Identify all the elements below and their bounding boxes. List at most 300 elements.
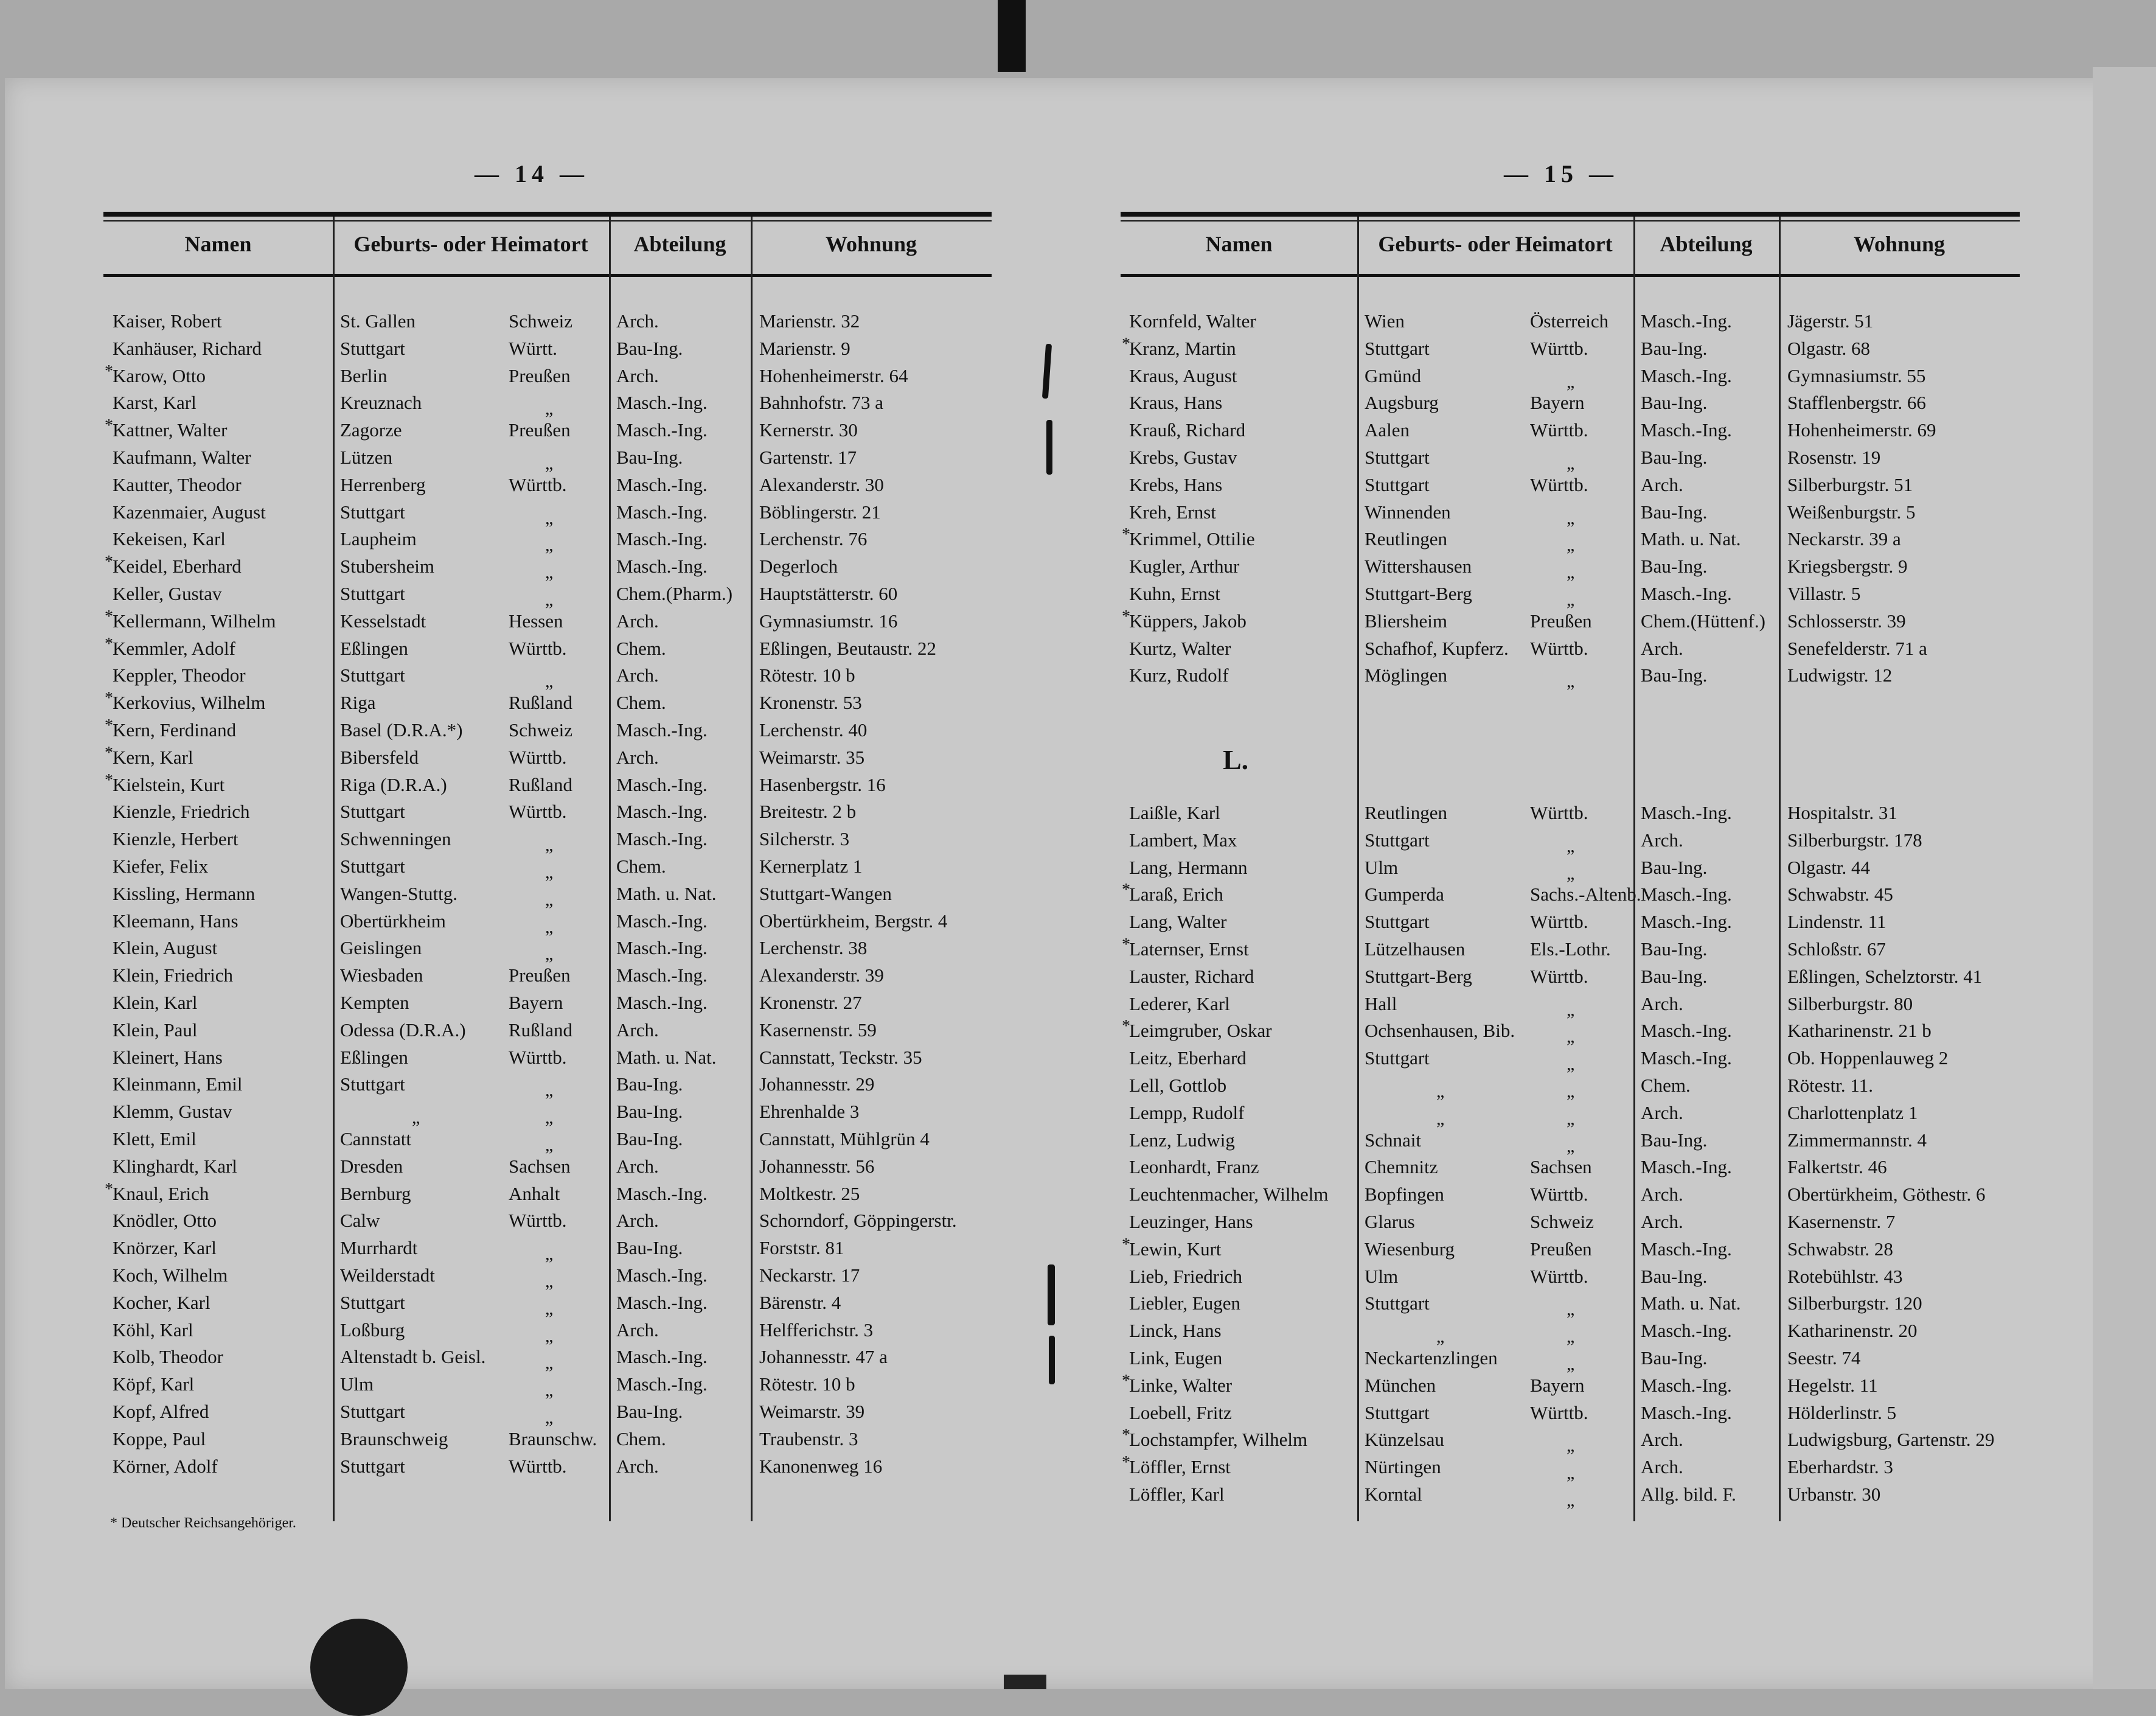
birthplace-cell: Stuttgart bbox=[340, 1456, 405, 1477]
binding-mark-bottom bbox=[1004, 1675, 1046, 1689]
region-cell: Anhalt bbox=[509, 1183, 560, 1204]
address-cell: Kasernenstr. 59 bbox=[759, 1019, 877, 1041]
page-edge bbox=[2093, 67, 2156, 1689]
name-cell: Körner, Adolf bbox=[113, 1456, 218, 1477]
header-wohnung: Wohnung bbox=[825, 232, 917, 256]
region-cell: „ bbox=[545, 453, 554, 473]
birthplace-cell: Stuttgart bbox=[1365, 1292, 1430, 1314]
birthplace-cell: Stuttgart bbox=[340, 338, 405, 359]
address-cell: Silberburgstr. 120 bbox=[1787, 1292, 1922, 1314]
footnote: * Deutscher Reichsangehöriger. bbox=[110, 1515, 296, 1531]
department-cell: Masch.-Ing. bbox=[1641, 1238, 1732, 1260]
region-cell: Bayern bbox=[1530, 1375, 1585, 1396]
birthplace-cell: Calw bbox=[340, 1210, 380, 1231]
department-cell: Bau-Ing. bbox=[1641, 556, 1708, 577]
birthplace-cell: Murrhardt bbox=[340, 1237, 418, 1258]
birthplace-cell: Basel (D.R.A.*) bbox=[340, 719, 463, 741]
name-cell: Kanhäuser, Richard bbox=[113, 338, 262, 359]
region-cell: Württ. bbox=[509, 338, 558, 359]
region-cell: „ bbox=[545, 1299, 554, 1319]
birthplace-cell: Reutlingen bbox=[1365, 802, 1448, 823]
region-cell: Schweiz bbox=[509, 719, 573, 741]
birthplace-cell: Chemnitz bbox=[1365, 1156, 1438, 1177]
birthplace-cell: Augsburg bbox=[1365, 392, 1439, 413]
name-cell: Loebell, Fritz bbox=[1129, 1402, 1232, 1423]
region-cell: „ bbox=[1567, 1027, 1575, 1047]
address-cell: Katharinenstr. 20 bbox=[1787, 1320, 1918, 1341]
department-cell: Bau-Ing. bbox=[616, 1237, 683, 1258]
birthplace-cell: Stuttgart bbox=[1365, 1402, 1430, 1423]
name-cell: Leuzinger, Hans bbox=[1129, 1211, 1253, 1232]
name-cell: Kocher, Karl bbox=[113, 1292, 210, 1313]
region-cell: „ bbox=[1567, 453, 1575, 473]
region-cell: Württb. bbox=[1530, 1184, 1588, 1205]
department-cell: Arch. bbox=[616, 310, 659, 332]
address-cell: Forststr. 81 bbox=[759, 1237, 844, 1258]
birthplace-cell: Stuttgart bbox=[1365, 1047, 1430, 1069]
name-cell: Klein, Paul bbox=[113, 1019, 198, 1041]
address-cell: Jägerstr. 51 bbox=[1787, 310, 1874, 332]
department-cell: Chem. bbox=[616, 638, 666, 659]
address-cell: Marienstr. 32 bbox=[759, 310, 860, 332]
name-cell: Kleinert, Hans bbox=[113, 1047, 223, 1068]
address-cell: Hohenheimerstr. 64 bbox=[759, 365, 908, 386]
birthplace-cell: Stuttgart bbox=[1365, 338, 1430, 359]
region-cell: „ bbox=[545, 508, 554, 528]
birthplace-cell: Winnenden bbox=[1365, 501, 1451, 523]
region-cell: Württb. bbox=[1530, 1266, 1588, 1287]
birthplace-cell: Künzelsau bbox=[1365, 1429, 1444, 1450]
address-cell: Falkertstr. 46 bbox=[1787, 1156, 1887, 1177]
name-cell: Krauß, Richard bbox=[1129, 419, 1246, 441]
address-cell: Lerchenstr. 76 bbox=[759, 528, 868, 549]
birthplace-cell: Stuttgart bbox=[340, 501, 405, 523]
name-cell: Klein, Friedrich bbox=[113, 964, 234, 986]
birthplace-cell: Wangen-Stuttg. bbox=[340, 883, 457, 904]
name-cell: Kornfeld, Walter bbox=[1129, 310, 1256, 332]
department-cell: Arch. bbox=[1641, 474, 1683, 495]
department-cell: Chem. bbox=[1641, 1075, 1691, 1096]
address-cell: Marienstr. 9 bbox=[759, 338, 850, 359]
name-cell: Kranz, Martin bbox=[1129, 338, 1236, 359]
name-cell: Kerkovius, Wilhelm bbox=[113, 692, 266, 713]
pen-mark bbox=[1049, 1336, 1055, 1384]
name-cell: Klein, Karl bbox=[113, 992, 198, 1013]
name-cell: Kurz, Rudolf bbox=[1129, 664, 1229, 686]
region-cell: Sachs.-Altenb. bbox=[1530, 884, 1641, 905]
address-cell: Schloßstr. 67 bbox=[1787, 938, 1886, 960]
header-namen: Namen bbox=[184, 232, 252, 256]
address-cell: Breitestr. 2 b bbox=[759, 801, 857, 822]
address-cell: Schwabstr. 45 bbox=[1787, 884, 1893, 905]
header-wohnung: Wohnung bbox=[1853, 232, 1946, 256]
birthplace-cell: Aalen bbox=[1365, 419, 1410, 441]
region-cell: „ bbox=[1567, 1354, 1575, 1374]
column-divider bbox=[751, 217, 753, 1521]
department-cell: Masch.-Ing. bbox=[616, 910, 708, 932]
birthplace-cell: St. Gallen bbox=[340, 310, 416, 332]
address-cell: Johannesstr. 29 bbox=[759, 1073, 875, 1095]
asterisk-marker: * bbox=[105, 716, 113, 735]
address-cell: Silcherstr. 3 bbox=[759, 828, 850, 849]
address-cell: Kronenstr. 27 bbox=[759, 992, 862, 1013]
region-cell: Preußen bbox=[509, 419, 571, 441]
department-cell: Masch.-Ing. bbox=[1641, 1020, 1732, 1041]
address-cell: Weimarstr. 35 bbox=[759, 747, 865, 768]
birthplace-cell: Cannstatt bbox=[340, 1128, 412, 1149]
address-cell: Schlosserstr. 39 bbox=[1787, 610, 1906, 632]
department-cell: Masch.-Ing. bbox=[616, 1292, 708, 1313]
asterisk-marker: * bbox=[1122, 607, 1130, 626]
region-cell: Hessen bbox=[509, 610, 563, 632]
name-cell: Leitz, Eberhard bbox=[1129, 1047, 1247, 1069]
asterisk-marker: * bbox=[105, 1180, 113, 1199]
address-cell: Eßlingen, Beutaustr. 22 bbox=[759, 638, 937, 659]
address-cell: Böblingerstr. 21 bbox=[759, 501, 881, 523]
name-cell: Lieb, Friedrich bbox=[1129, 1266, 1242, 1287]
address-cell: Ludwigsburg, Gartenstr. 29 bbox=[1787, 1429, 1995, 1450]
birthplace-cell: Wiesbaden bbox=[340, 964, 423, 986]
name-cell: Knödler, Otto bbox=[113, 1210, 217, 1231]
region-cell: „ bbox=[545, 835, 554, 855]
region-cell: „ bbox=[1567, 1136, 1575, 1156]
asterisk-marker: * bbox=[1122, 1372, 1130, 1390]
address-cell: Charlottenplatz 1 bbox=[1787, 1102, 1918, 1123]
page-number-right: — 15 — bbox=[1504, 160, 1618, 187]
birthplace-cell: Bopfingen bbox=[1365, 1184, 1444, 1205]
region-cell: „ bbox=[1567, 863, 1575, 884]
department-cell: Masch.-Ing. bbox=[616, 992, 708, 1013]
region-cell: „ bbox=[1567, 508, 1575, 528]
region-cell: Württb. bbox=[1530, 966, 1588, 987]
asterisk-marker: * bbox=[1122, 1017, 1130, 1036]
name-cell: Kautter, Theodor bbox=[113, 474, 242, 495]
name-cell: Koppe, Paul bbox=[113, 1428, 206, 1449]
region-cell: „ bbox=[1567, 1327, 1575, 1347]
top-rule bbox=[1121, 212, 2020, 217]
address-cell: Rotebühlstr. 43 bbox=[1787, 1266, 1903, 1287]
department-cell: Arch. bbox=[1641, 1456, 1683, 1477]
department-cell: Math. u. Nat. bbox=[1641, 528, 1741, 549]
column-divider bbox=[609, 217, 611, 1521]
department-cell: Masch.-Ing. bbox=[1641, 1320, 1732, 1341]
region-cell: „ bbox=[1567, 671, 1575, 691]
department-cell: Arch. bbox=[616, 1019, 659, 1041]
header-geburtsort: Geburts- oder Heimatort bbox=[1378, 232, 1613, 256]
birthplace-cell: Stuttgart bbox=[340, 856, 405, 877]
name-cell: Kreh, Ernst bbox=[1129, 501, 1216, 523]
name-cell: Leuchtenmacher, Wilhelm bbox=[1129, 1184, 1329, 1205]
birthplace-cell: Bernburg bbox=[340, 1183, 411, 1204]
department-cell: Bau-Ing. bbox=[1641, 392, 1708, 413]
department-cell: Masch.-Ing. bbox=[1641, 1402, 1732, 1423]
address-cell: Gartenstr. 17 bbox=[759, 447, 857, 468]
department-cell: Chem. bbox=[616, 692, 666, 713]
birthplace-cell: Kreuznach bbox=[340, 392, 422, 413]
region-cell: „ bbox=[545, 1244, 554, 1264]
name-cell: Lochstampfer, Wilhelm bbox=[1129, 1429, 1308, 1450]
asterisk-marker: * bbox=[105, 362, 113, 381]
address-cell: Gymnasiumstr. 55 bbox=[1787, 365, 1926, 386]
birthplace-cell: Wiesenburg bbox=[1365, 1238, 1455, 1260]
region-cell: „ bbox=[545, 1380, 554, 1400]
address-cell: Johannesstr. 56 bbox=[759, 1156, 875, 1177]
name-cell: Kazenmaier, August bbox=[113, 501, 266, 523]
region-cell: „ bbox=[1567, 1490, 1575, 1510]
department-cell: Masch.-Ing. bbox=[616, 474, 708, 495]
address-cell: Helfferichstr. 3 bbox=[759, 1319, 874, 1341]
pen-mark bbox=[1046, 420, 1052, 475]
department-cell: Masch.-Ing. bbox=[616, 774, 708, 795]
region-cell: „ bbox=[545, 671, 554, 691]
address-cell: Bahnhofstr. 73 a bbox=[759, 392, 884, 413]
birthplace-cell: Odessa (D.R.A.) bbox=[340, 1019, 466, 1041]
department-cell: Bau-Ing. bbox=[616, 1073, 683, 1095]
region-cell: Sachsen bbox=[1530, 1156, 1592, 1177]
department-cell: Masch.-Ing. bbox=[616, 1264, 708, 1286]
address-cell: Eßlingen, Schelztorstr. 41 bbox=[1787, 966, 1983, 987]
department-cell: Arch. bbox=[1641, 1211, 1683, 1232]
name-cell: Link, Eugen bbox=[1129, 1347, 1223, 1369]
header-rule bbox=[1121, 274, 2020, 277]
region-cell: Sachsen bbox=[509, 1156, 571, 1177]
address-cell: Gymnasiumstr. 16 bbox=[759, 610, 898, 632]
region-cell: Württb. bbox=[509, 747, 567, 768]
thumb-shadow bbox=[310, 1619, 408, 1716]
address-cell: Bärenstr. 4 bbox=[759, 1292, 841, 1313]
department-cell: Masch.-Ing. bbox=[1641, 419, 1732, 441]
region-cell: „ bbox=[545, 1326, 554, 1346]
birthplace-cell: Eßlingen bbox=[340, 1047, 408, 1068]
department-cell: Arch. bbox=[1641, 1429, 1683, 1450]
asterisk-marker: * bbox=[1122, 935, 1130, 954]
region-cell: „ bbox=[1567, 535, 1575, 555]
department-cell: Masch.-Ing. bbox=[616, 528, 708, 549]
department-cell: Chem. bbox=[616, 1428, 666, 1449]
department-cell: Bau-Ing. bbox=[1641, 1129, 1708, 1151]
department-cell: Arch. bbox=[616, 610, 659, 632]
name-cell: Kattner, Walter bbox=[113, 419, 228, 441]
region-cell: „ bbox=[545, 562, 554, 582]
department-cell: Bau-Ing. bbox=[1641, 447, 1708, 468]
name-cell: Köhl, Karl bbox=[113, 1319, 193, 1341]
birthplace-cell: Möglingen bbox=[1365, 664, 1448, 686]
department-cell: Arch. bbox=[616, 1456, 659, 1477]
address-cell: Kasernenstr. 7 bbox=[1787, 1211, 1896, 1232]
department-cell: Masch.-Ing. bbox=[1641, 310, 1732, 332]
address-cell: Cannstatt, Mühlgrün 4 bbox=[759, 1128, 930, 1149]
name-cell: Küppers, Jakob bbox=[1129, 610, 1247, 632]
address-cell: Olgastr. 44 bbox=[1787, 857, 1871, 878]
name-cell: Klein, August bbox=[113, 937, 218, 958]
department-cell: Masch.-Ing. bbox=[1641, 911, 1732, 932]
region-cell: „ bbox=[1567, 1054, 1575, 1074]
name-cell: Kraus, Hans bbox=[1129, 392, 1223, 413]
birthplace-cell: Stuttgart bbox=[1365, 911, 1430, 932]
name-cell: Keppler, Theodor bbox=[113, 664, 246, 686]
department-cell: Bau-Ing. bbox=[1641, 1266, 1708, 1287]
top-rule-thin bbox=[1121, 220, 2020, 221]
address-cell: Lindenstr. 11 bbox=[1787, 911, 1887, 932]
department-cell: Bau-Ing. bbox=[1641, 938, 1708, 960]
address-cell: Cannstatt, Teckstr. 35 bbox=[759, 1047, 922, 1068]
birthplace-cell: Reutlingen bbox=[1365, 528, 1448, 549]
department-cell: Bau-Ing. bbox=[616, 1401, 683, 1422]
name-cell: Löffler, Karl bbox=[1129, 1484, 1225, 1505]
name-cell: Linke, Walter bbox=[1129, 1375, 1233, 1396]
asterisk-marker: * bbox=[105, 689, 113, 708]
top-rule bbox=[103, 212, 992, 217]
region-cell: Preußen bbox=[1530, 610, 1592, 632]
birthplace-cell: Ulm bbox=[1365, 1266, 1399, 1287]
birthplace-cell: Korntal bbox=[1365, 1484, 1422, 1505]
address-cell: Kriegsbergstr. 9 bbox=[1787, 556, 1908, 577]
birthplace-cell: Stuttgart bbox=[340, 1073, 405, 1095]
department-cell: Masch.-Ing. bbox=[1641, 365, 1732, 386]
name-cell: Kissling, Hermann bbox=[113, 883, 256, 904]
address-cell: Weimarstr. 39 bbox=[759, 1401, 865, 1422]
address-cell: Neckarstr. 17 bbox=[759, 1264, 860, 1286]
department-cell: Arch. bbox=[1641, 829, 1683, 851]
birthplace-cell: Berlin bbox=[340, 365, 388, 386]
birthplace-cell: Schwenningen bbox=[340, 828, 451, 849]
department-cell: Arch. bbox=[1641, 1184, 1683, 1205]
region-cell: „ bbox=[1567, 590, 1575, 610]
region-cell: „ bbox=[1567, 372, 1575, 392]
address-cell: Ehrenhalde 3 bbox=[759, 1101, 860, 1122]
address-cell: Hegelstr. 11 bbox=[1787, 1375, 1878, 1396]
name-cell: Kielstein, Kurt bbox=[113, 774, 225, 795]
department-cell: Masch.-Ing. bbox=[616, 801, 708, 822]
birthplace-cell: Eßlingen bbox=[340, 638, 408, 659]
birthplace-cell: Stuttgart bbox=[340, 583, 405, 604]
address-cell: Schorndorf, Göppingerstr. bbox=[759, 1210, 957, 1231]
department-cell: Allg. bild. F. bbox=[1641, 1484, 1736, 1505]
name-cell: Kaiser, Robert bbox=[113, 310, 222, 332]
region-cell: „ bbox=[1567, 1463, 1575, 1483]
region-cell: Schweiz bbox=[1530, 1211, 1594, 1232]
birthplace-cell: Riga bbox=[340, 692, 376, 713]
region-cell: Württb. bbox=[509, 1047, 567, 1068]
department-cell: Masch.-Ing. bbox=[1641, 1156, 1732, 1177]
name-cell: Lang, Walter bbox=[1129, 911, 1227, 932]
region-cell: Württb. bbox=[509, 474, 567, 495]
section-letter: L. bbox=[1223, 744, 1249, 775]
name-cell: Knaul, Erich bbox=[113, 1183, 209, 1204]
asterisk-marker: * bbox=[1122, 1235, 1130, 1254]
name-cell: Kuhn, Ernst bbox=[1129, 583, 1220, 604]
region-cell: Schweiz bbox=[509, 310, 573, 332]
region-cell: Bayern bbox=[1530, 392, 1585, 413]
department-cell: Bau-Ing. bbox=[1641, 1347, 1708, 1369]
region-cell: Württb. bbox=[1530, 802, 1588, 823]
region-cell: Rußland bbox=[509, 692, 573, 713]
name-cell: Köpf, Karl bbox=[113, 1373, 195, 1395]
address-cell: Rötestr. 10 b bbox=[759, 664, 855, 686]
region-cell: „ bbox=[545, 917, 554, 937]
name-cell: Krebs, Hans bbox=[1129, 474, 1223, 495]
department-cell: Masch.-Ing. bbox=[1641, 802, 1732, 823]
address-cell: Hohenheimerstr. 69 bbox=[1787, 419, 1936, 441]
address-cell: Ludwigstr. 12 bbox=[1787, 664, 1893, 686]
address-cell: Kernerplatz 1 bbox=[759, 856, 863, 877]
address-cell: Alexanderstr. 39 bbox=[759, 964, 884, 986]
asterisk-marker: * bbox=[1122, 1426, 1130, 1445]
name-cell: Kekeisen, Karl bbox=[113, 528, 226, 549]
address-cell: Hospitalstr. 31 bbox=[1787, 802, 1897, 823]
region-cell: Preußen bbox=[509, 964, 571, 986]
birthplace-cell: Obertürkheim bbox=[340, 910, 446, 932]
department-cell: Bau-Ing. bbox=[616, 1128, 683, 1149]
address-cell: Ob. Hoppenlauweg 2 bbox=[1787, 1047, 1949, 1069]
department-cell: Math. u. Nat. bbox=[1641, 1292, 1741, 1314]
address-cell: Rosenstr. 19 bbox=[1787, 447, 1881, 468]
department-cell: Masch.-Ing. bbox=[616, 828, 708, 849]
department-cell: Chem.(Pharm.) bbox=[616, 583, 733, 604]
department-cell: Masch.-Ing. bbox=[616, 719, 708, 741]
department-cell: Bau-Ing. bbox=[616, 1101, 683, 1122]
birthplace-cell: Stuttgart bbox=[1365, 829, 1430, 851]
department-cell: Math. u. Nat. bbox=[616, 1047, 717, 1068]
birthplace-cell: Ulm bbox=[1365, 857, 1399, 878]
region-cell: „ bbox=[545, 890, 554, 910]
birthplace-cell: Weilderstadt bbox=[340, 1264, 435, 1286]
birthplace-cell: Wittershausen bbox=[1365, 556, 1472, 577]
name-cell: Liebler, Eugen bbox=[1129, 1292, 1240, 1314]
region-cell: „ bbox=[545, 590, 554, 610]
region-cell: Württb. bbox=[1530, 419, 1588, 441]
birthplace-cell: Gumperda bbox=[1365, 884, 1444, 905]
asterisk-marker: * bbox=[105, 771, 113, 790]
department-cell: Arch. bbox=[616, 365, 659, 386]
pen-mark bbox=[1048, 1264, 1055, 1325]
region-cell: „ bbox=[545, 1080, 554, 1100]
birthplace-cell: Stubersheim bbox=[340, 556, 434, 577]
column-divider bbox=[1357, 217, 1359, 1521]
department-cell: Arch. bbox=[616, 664, 659, 686]
department-cell: Arch. bbox=[616, 1156, 659, 1177]
address-cell: Katharinenstr. 21 b bbox=[1787, 1020, 1932, 1041]
birthplace-cell: Stuttgart bbox=[340, 801, 405, 822]
region-cell: „ bbox=[545, 1135, 554, 1155]
name-cell: Lell, Gottlob bbox=[1129, 1075, 1227, 1096]
name-cell: Knörzer, Karl bbox=[113, 1237, 217, 1258]
birthplace-cell: „ bbox=[1436, 1081, 1445, 1101]
address-cell: Silberburgstr. 51 bbox=[1787, 474, 1913, 495]
department-cell: Masch.-Ing. bbox=[616, 501, 708, 523]
birthplace-cell: Hall bbox=[1365, 993, 1397, 1014]
birthplace-cell: Schafhof, Kupferz. bbox=[1365, 638, 1509, 659]
address-cell: Olgastr. 68 bbox=[1787, 338, 1871, 359]
region-cell: Braunschw. bbox=[509, 1428, 597, 1449]
address-cell: Senefelderstr. 71 a bbox=[1787, 638, 1927, 659]
column-divider bbox=[333, 217, 335, 1521]
name-cell: Laternser, Ernst bbox=[1129, 938, 1249, 960]
department-cell: Bau-Ing. bbox=[1641, 664, 1708, 686]
header-rule bbox=[103, 274, 992, 277]
birthplace-cell: Kesselstadt bbox=[340, 610, 426, 632]
department-cell: Masch.-Ing. bbox=[616, 392, 708, 413]
department-cell: Masch.-Ing. bbox=[616, 556, 708, 577]
department-cell: Masch.-Ing. bbox=[616, 937, 708, 958]
address-cell: Lerchenstr. 40 bbox=[759, 719, 868, 741]
region-cell: Württb. bbox=[1530, 1402, 1588, 1423]
region-cell: Württb. bbox=[509, 1210, 567, 1231]
region-cell: „ bbox=[1567, 1081, 1575, 1101]
name-cell: Laraß, Erich bbox=[1129, 884, 1223, 905]
name-cell: Kraus, August bbox=[1129, 365, 1237, 386]
department-cell: Masch.-Ing. bbox=[616, 1373, 708, 1395]
